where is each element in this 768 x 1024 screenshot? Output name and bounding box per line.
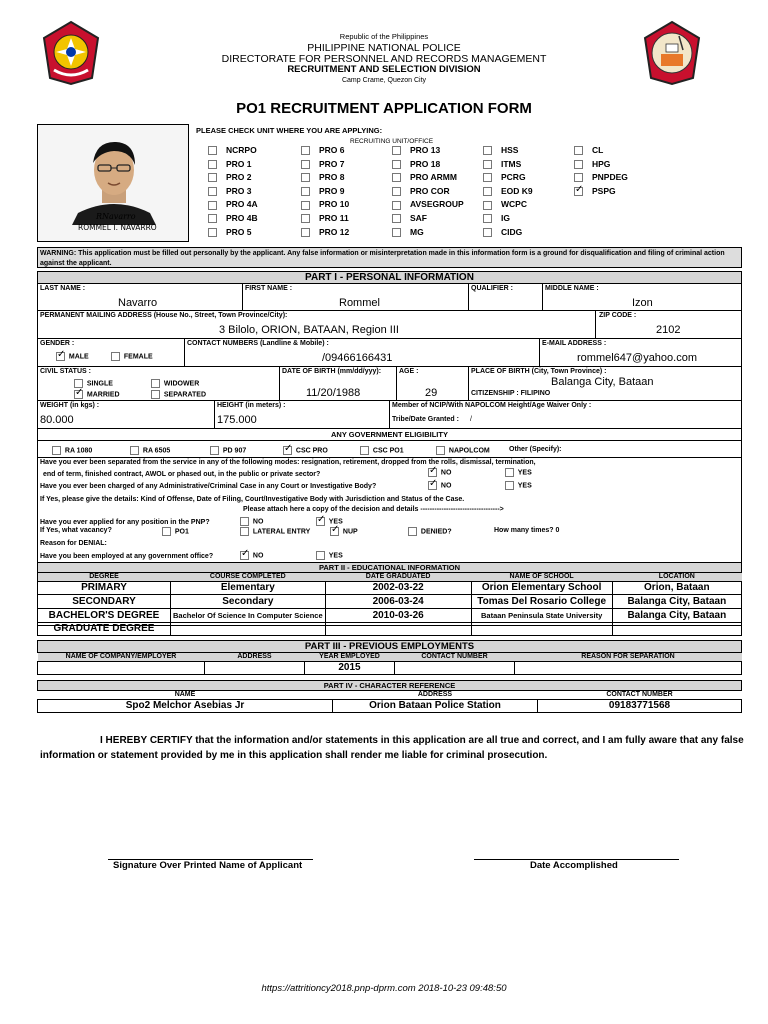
unit-option[interactable] — [208, 145, 258, 159]
unit-label: CIDG — [501, 226, 523, 237]
eligibility-row — [38, 441, 741, 458]
unit-checkbox[interactable] — [208, 201, 217, 210]
email-value: rommel647@yahoo.com — [577, 352, 697, 364]
unit-option[interactable] — [208, 213, 258, 227]
question-details: If Yes, please give the details: Kind of Offense, Date of Filing, Court/Investigative Body with Jurisdiction and Status of the Case. — [40, 496, 465, 503]
unit-option[interactable] — [392, 186, 464, 200]
edu-school: Orion Elementary School — [471, 581, 612, 595]
photo-signature-scribble: RNavarro — [96, 212, 136, 221]
applied-no-label: NO — [252, 518, 264, 526]
edu-date — [325, 622, 471, 636]
denied-checkbox[interactable] — [408, 527, 417, 536]
middle-name-cell — [543, 284, 741, 311]
unit-label: PNPDEG — [592, 172, 628, 183]
edu-degree: GRADUATE DEGREE — [38, 622, 171, 636]
unit-option[interactable] — [483, 186, 533, 200]
unit-label: SAF — [410, 212, 427, 223]
question-vacancy: If Yes, what vacancy? — [40, 527, 112, 534]
edu-header-date: DATE GRADUATED — [325, 573, 471, 581]
times-label: How many times? — [494, 527, 554, 534]
dob-label: DATE OF BIRTH (mm/dd/yyy): — [282, 368, 382, 375]
edu-date: 2006-03-24 — [325, 595, 471, 609]
denied-label: DENIED? — [420, 528, 452, 536]
date-label: Date Accomplished — [530, 860, 618, 871]
height-label: HEIGHT (in meters) : — [217, 402, 286, 409]
unit-option[interactable] — [301, 145, 349, 159]
eligibility-title: ANY GOVERNMENT ELIGIBILITY — [38, 429, 741, 441]
edu-course — [171, 622, 326, 636]
unit-label: PRO 7 — [319, 158, 345, 169]
edu-header-degree: DEGREE — [38, 573, 171, 581]
unit-checkbox[interactable] — [392, 173, 401, 182]
gender-male-checkbox[interactable] — [56, 352, 65, 361]
unit-option[interactable] — [392, 199, 464, 213]
part1-section — [37, 284, 742, 635]
unit-option[interactable] — [392, 159, 464, 173]
contact-value: /09466166431 — [322, 352, 393, 364]
vacancy-po1-checkbox[interactable] — [162, 527, 171, 536]
edu-row-primary — [38, 581, 742, 595]
edu-header-location: LOCATION — [612, 573, 741, 581]
question-separated-line2: end of term, finished contract, AWOL or phased out, in the public or private sector? — [43, 471, 321, 478]
unit-checkbox[interactable] — [392, 228, 401, 237]
unit-instruction: PLEASE CHECK UNIT WHERE YOU ARE APPLYING: — [196, 126, 383, 135]
employment-row — [38, 661, 742, 675]
edu-course: Secondary — [171, 595, 326, 609]
photo-signature-name: ROMMEL I. NAVARRO — [78, 223, 157, 232]
agency-name: PHILIPPINE NATIONAL POLICE — [307, 42, 461, 54]
unit-label: HPG — [592, 158, 611, 169]
civil-separated-label: SEPARATED — [163, 391, 207, 399]
unit-label: PRO 4B — [226, 212, 258, 223]
unit-label: PRO 18 — [410, 158, 441, 169]
part4-title: PART IV - CHARACTER REFERENCE — [37, 680, 742, 691]
email-label: E-MAIL ADDRESS : — [542, 340, 607, 347]
qualifier-label: QUALIFIER : — [471, 285, 513, 292]
edu-course: Bachelor Of Science In Computer Science — [171, 608, 326, 622]
vacancy-nup-checkbox[interactable] — [330, 527, 339, 536]
civil-married-checkbox[interactable] — [74, 390, 83, 399]
age-label: AGE : — [399, 368, 419, 375]
address-cell — [38, 311, 596, 339]
part1-title: PART I - PERSONAL INFORMATION — [37, 271, 742, 284]
elig-other-label: Other (Specify): — [509, 446, 562, 453]
separated-no-checkbox[interactable] — [428, 468, 437, 477]
unit-checkbox[interactable] — [574, 160, 583, 169]
edu-row-secondary — [38, 595, 742, 609]
division-name: RECRUITMENT AND SELECTION DIVISION — [287, 64, 481, 75]
unit-label: ITMS — [501, 158, 522, 169]
gender-female-label: FEMALE — [123, 353, 153, 361]
first-name-cell — [243, 284, 469, 311]
unit-label: PRO 2 — [226, 172, 252, 183]
weight-cell — [38, 401, 215, 429]
unit-checkbox[interactable] — [392, 214, 401, 223]
reference-table — [37, 691, 742, 713]
applicant-photo — [37, 124, 189, 242]
unit-label: PRO 5 — [226, 226, 252, 237]
dob-cell — [280, 367, 397, 401]
unit-checkbox[interactable] — [483, 187, 492, 196]
elig-cscpro-label: CSC PRO — [295, 447, 328, 455]
contact-label: CONTACT NUMBERS (Landline & Mobile) : — [187, 340, 329, 347]
reference-row — [38, 699, 742, 713]
tribe-value: / — [470, 416, 472, 423]
vacancy-po1-label: PO1 — [174, 528, 189, 536]
unit-label: PRO 11 — [319, 212, 349, 223]
unit-checkbox[interactable] — [483, 228, 492, 237]
elig-cscpo1-label: CSC PO1 — [372, 447, 404, 455]
unit-option[interactable] — [208, 159, 258, 173]
edu-location: Balanga City, Bataan — [612, 595, 741, 609]
applied-no-checkbox[interactable] — [240, 517, 249, 526]
unit-checkbox[interactable] — [574, 146, 583, 155]
pob-cell — [469, 367, 741, 401]
unit-checkbox[interactable] — [301, 160, 310, 169]
emp-header-company: NAME OF COMPANY/EMPLOYER — [38, 653, 205, 661]
applied-yes-checkbox[interactable] — [316, 517, 325, 526]
unit-checkbox[interactable] — [208, 187, 217, 196]
unit-label: PRO 3 — [226, 185, 252, 196]
unit-option[interactable] — [301, 199, 349, 213]
vacancy-lateral-label: LATERAL ENTRY — [252, 528, 311, 536]
unit-checkbox[interactable] — [301, 201, 310, 210]
zip-value: 2102 — [656, 324, 681, 336]
elig-cscpro-checkbox[interactable] — [283, 446, 292, 455]
separated-yes-checkbox[interactable] — [505, 468, 514, 477]
address-value: 3 Bilolo, ORION, BATAAN, Region III — [219, 324, 399, 336]
edu-location: Orion, Bataan — [612, 581, 741, 595]
question-reason-denial: Reason for DENIAL: — [40, 540, 107, 547]
unit-checkbox[interactable] — [483, 173, 492, 182]
emp-year: 2015 — [305, 661, 395, 675]
unit-label: IG — [501, 212, 510, 223]
unit-option[interactable] — [301, 159, 349, 173]
unit-option[interactable] — [301, 172, 349, 186]
ref-name: Spo2 Melchor Asebias Jr — [38, 699, 333, 713]
civil-status-cell — [38, 367, 280, 401]
middle-name-value: Izon — [632, 297, 653, 309]
unit-option[interactable] — [574, 159, 628, 173]
edu-degree: SECONDARY — [38, 595, 171, 609]
employment-table — [37, 653, 742, 675]
unit-option[interactable] — [208, 172, 258, 186]
employed-no-label: NO — [252, 552, 264, 560]
edu-school — [471, 622, 612, 636]
edu-header-school: NAME OF SCHOOL — [471, 573, 612, 581]
emp-header-year: YEAR EMPLOYED — [305, 653, 395, 661]
unit-option[interactable] — [483, 172, 533, 186]
ref-address: Orion Bataan Police Station — [333, 699, 538, 713]
unit-option[interactable] — [301, 186, 349, 200]
charged-no-label: NO — [440, 482, 452, 490]
employed-yes-label: YES — [328, 552, 343, 560]
gender-male-label: MALE — [68, 353, 89, 361]
age-value: 29 — [425, 387, 438, 399]
republic-line: Republic of the Philippines — [339, 32, 429, 41]
unit-checkbox[interactable] — [208, 173, 217, 182]
emp-header-address: ADDRESS — [205, 653, 305, 661]
weight-value: 80.000 — [40, 414, 74, 426]
unit-label: PCRG — [501, 172, 526, 183]
unit-label: PRO 1 — [226, 158, 252, 169]
weight-label: WEIGHT (in kgs) : — [40, 402, 100, 409]
unit-label: PRO 8 — [319, 172, 345, 183]
ncip-label: Member of NCIP/With NAPOLCOM Height/Age Waiver Only : — [392, 402, 592, 409]
unit-checkbox[interactable] — [208, 160, 217, 169]
unit-option[interactable] — [208, 186, 258, 200]
elig-cscpo1-checkbox[interactable] — [360, 446, 369, 455]
part3-title: PART III - PREVIOUS EMPLOYMENTS — [37, 640, 742, 653]
last-name-cell — [38, 284, 243, 311]
unit-checkbox[interactable] — [392, 187, 401, 196]
age-cell — [397, 367, 469, 401]
emp-company — [38, 661, 205, 675]
civil-married-label: MARRIED — [86, 391, 120, 399]
unit-option[interactable] — [483, 213, 533, 227]
gender-label: GENDER : — [40, 340, 75, 347]
vacancy-lateral-checkbox[interactable] — [240, 527, 249, 536]
edu-header-course: COURSE COMPLETED — [171, 573, 326, 581]
unit-label: AVSEGROUP — [410, 199, 464, 210]
unit-label: PRO 13 — [410, 145, 441, 155]
edu-course: Elementary — [171, 581, 326, 595]
tribe-label: Tribe/Date Granted : — [392, 416, 459, 423]
unit-checkbox[interactable] — [301, 146, 310, 155]
qualifier-cell — [469, 284, 543, 311]
edu-date: 2002-03-22 — [325, 581, 471, 595]
unit-checkbox[interactable] — [301, 173, 310, 182]
unit-option[interactable] — [301, 213, 349, 227]
civil-separated-checkbox[interactable] — [151, 390, 160, 399]
unit-label: PRO COR — [410, 185, 450, 196]
separated-yes-label: YES — [517, 469, 532, 477]
emp-reason — [515, 661, 742, 675]
height-value: 175.000 — [217, 414, 257, 426]
unit-label: CL — [592, 145, 604, 155]
edu-row-graduate — [38, 622, 742, 636]
edu-school: Tomas Del Rosario College — [471, 595, 612, 609]
charged-yes-checkbox[interactable] — [505, 481, 514, 490]
unit-label: MG — [410, 226, 424, 237]
elig-ra6505-label: RA 6505 — [142, 447, 171, 455]
ncip-cell — [390, 401, 741, 429]
first-name-value: Rommel — [339, 297, 380, 309]
unit-option[interactable] — [483, 227, 533, 241]
unit-option[interactable] — [208, 199, 258, 213]
elig-ra1080-checkbox[interactable] — [52, 446, 61, 455]
unit-checkbox[interactable] — [208, 214, 217, 223]
education-table — [37, 573, 742, 636]
unit-label: PRO 9 — [319, 185, 345, 196]
question-separated-line1: Have you ever been separated from the service in any of the following modes: resignation, retirement, dropped from the rolls, dismissal, termination, — [40, 459, 536, 466]
ref-header-name: NAME — [38, 691, 333, 699]
agency-address: Camp Crame, Quezon City — [341, 77, 427, 84]
unit-option[interactable] — [574, 145, 628, 159]
unit-label: PSPG — [592, 185, 616, 196]
elig-ra1080-label: RA 1080 — [64, 447, 93, 455]
ref-header-address: ADDRESS — [333, 691, 538, 699]
unit-checkbox[interactable] — [208, 146, 217, 155]
unit-label: PRO ARMM — [410, 172, 457, 183]
employed-no-checkbox[interactable] — [240, 551, 249, 560]
question-employed: Have you been employed at any government office? — [40, 553, 214, 560]
zip-label: ZIP CODE : — [599, 312, 637, 319]
footer-url[interactable]: https://attritioncy2018.pnp-dprm.com 2018-10-23 09:48:50 — [261, 983, 507, 994]
first-name-label: FIRST NAME : — [245, 285, 293, 292]
civil-widower-label: WIDOWER — [163, 380, 200, 388]
question-attach: Please attach here a copy of the decision and details ----------------------------------> — [243, 506, 504, 513]
unit-checkbox[interactable] — [392, 146, 401, 155]
elig-ra6505-checkbox[interactable] — [130, 446, 139, 455]
separated-no-label: NO — [440, 469, 452, 477]
warning-box: WARNING: This application must be filled out personally by the applicant. Any false information or misinterpretation made in this information form is a ground for disqualification and filing of criminal action against the applicant. — [37, 247, 742, 268]
email-cell — [540, 339, 741, 367]
emp-address — [205, 661, 305, 675]
unit-label: HSS — [501, 145, 519, 155]
unit-option[interactable] — [392, 213, 464, 227]
edu-location: Balanga City, Bataan — [612, 608, 741, 622]
unit-checkbox[interactable] — [483, 214, 492, 223]
emp-header-reason: REASON FOR SEPARATION — [515, 653, 742, 661]
applied-yes-label: YES — [328, 518, 343, 526]
unit-option[interactable] — [392, 227, 464, 241]
edu-date: 2010-03-26 — [325, 608, 471, 622]
unit-label: NCRPO — [226, 145, 257, 155]
unit-label: WCPC — [501, 199, 527, 210]
pob-value: Balanga City, Bataan — [551, 376, 654, 388]
vacancy-nup-label: NUP — [342, 528, 358, 536]
edu-location — [612, 622, 741, 636]
unit-checkbox[interactable] — [574, 173, 583, 182]
unit-checkbox[interactable] — [574, 187, 583, 196]
unit-checkbox[interactable] — [392, 201, 401, 210]
unit-label: EOD K9 — [501, 185, 533, 196]
gender-female-checkbox[interactable] — [111, 352, 120, 361]
signature-label: Signature Over Printed Name of Applicant — [113, 860, 303, 871]
elig-pd907-checkbox[interactable] — [210, 446, 219, 455]
charged-no-checkbox[interactable] — [428, 481, 437, 490]
unit-option[interactable] — [483, 145, 533, 159]
charged-yes-label: YES — [517, 482, 532, 490]
unit-checkbox[interactable] — [483, 160, 492, 169]
edu-school: Bataan Peninsula State University — [471, 608, 612, 622]
unit-checkbox[interactable] — [483, 146, 492, 155]
emp-header-contact: CONTACT NUMBER — [395, 653, 515, 661]
zip-cell — [596, 311, 741, 339]
emp-contact — [395, 661, 515, 675]
civil-status-label: CIVIL STATUS : — [40, 368, 91, 375]
civil-single-label: SINGLE — [86, 380, 113, 388]
height-cell — [215, 401, 390, 429]
pob-label: PLACE OF BIRTH (City, Town Province) : — [471, 368, 607, 375]
edu-degree: PRIMARY — [38, 581, 171, 595]
unit-option[interactable] — [392, 145, 464, 159]
certification-text: I HEREBY CERTIFY that the information and/or statements in this application are all true and correct, and I am fully aware that any false information or statement provided by me in this application shall render me liable for criminal prosecution. — [40, 735, 744, 761]
unit-label: PRO 12 — [319, 226, 350, 237]
times-value: 0 — [555, 527, 560, 534]
elig-napolcom-checkbox[interactable] — [436, 446, 445, 455]
elig-pd907-label: PD 907 — [222, 447, 247, 455]
elig-napolcom-label: NAPOLCOM — [448, 447, 490, 455]
employed-yes-checkbox[interactable] — [316, 551, 325, 560]
question-applied: Have you ever applied for any position in the PNP? — [40, 519, 210, 526]
edu-degree: BACHELOR'S DEGREE — [38, 608, 171, 622]
question-charged: Have you ever been charged of any Administrative/Criminal Case in any Court or Investigative Body? — [40, 483, 377, 490]
unit-option[interactable] — [483, 199, 533, 213]
middle-name-label: MIDDLE NAME : — [545, 285, 599, 292]
edu-row-bachelor — [38, 608, 742, 622]
directorate-name: DIRECTORATE FOR PERSONNEL AND RECORDS MANAGEMENT — [221, 53, 547, 65]
unit-label: PRO 10 — [319, 199, 350, 210]
civil-widower-checkbox[interactable] — [151, 379, 160, 388]
gender-cell — [38, 339, 185, 367]
unit-option[interactable] — [301, 227, 349, 241]
unit-option[interactable] — [392, 172, 464, 186]
unit-option[interactable] — [208, 227, 258, 241]
unit-checkbox[interactable] — [301, 214, 310, 223]
citizenship-label: CITIZENSHIP : FILIPINO — [471, 390, 551, 397]
unit-option[interactable] — [483, 159, 533, 173]
unit-sublabel: RECRUITING UNIT/OFFICE — [350, 138, 434, 145]
unit-label: PRO 4A — [226, 199, 258, 210]
dob-value: 11/20/1988 — [306, 387, 361, 399]
unit-checkbox[interactable] — [301, 228, 310, 237]
last-name-value: Navarro — [118, 297, 158, 309]
unit-label: PRO 6 — [319, 145, 345, 155]
ref-contact: 09183771568 — [538, 699, 742, 713]
last-name-label: LAST NAME : — [40, 285, 86, 292]
unit-checkbox[interactable] — [392, 160, 401, 169]
part2-title: PART II - EDUCATIONAL INFORMATION — [37, 562, 742, 573]
unit-option[interactable] — [574, 186, 628, 200]
unit-checkbox[interactable] — [483, 201, 492, 210]
contact-cell — [185, 339, 540, 367]
form-title: PO1 RECRUITMENT APPLICATION FORM — [236, 100, 532, 117]
unit-checkbox[interactable] — [301, 187, 310, 196]
address-label: PERMANENT MAILING ADDRESS (House No., Street, Town Province/City): — [40, 312, 288, 319]
unit-checkbox[interactable] — [208, 228, 217, 237]
ref-header-contact: CONTACT NUMBER — [538, 691, 742, 699]
